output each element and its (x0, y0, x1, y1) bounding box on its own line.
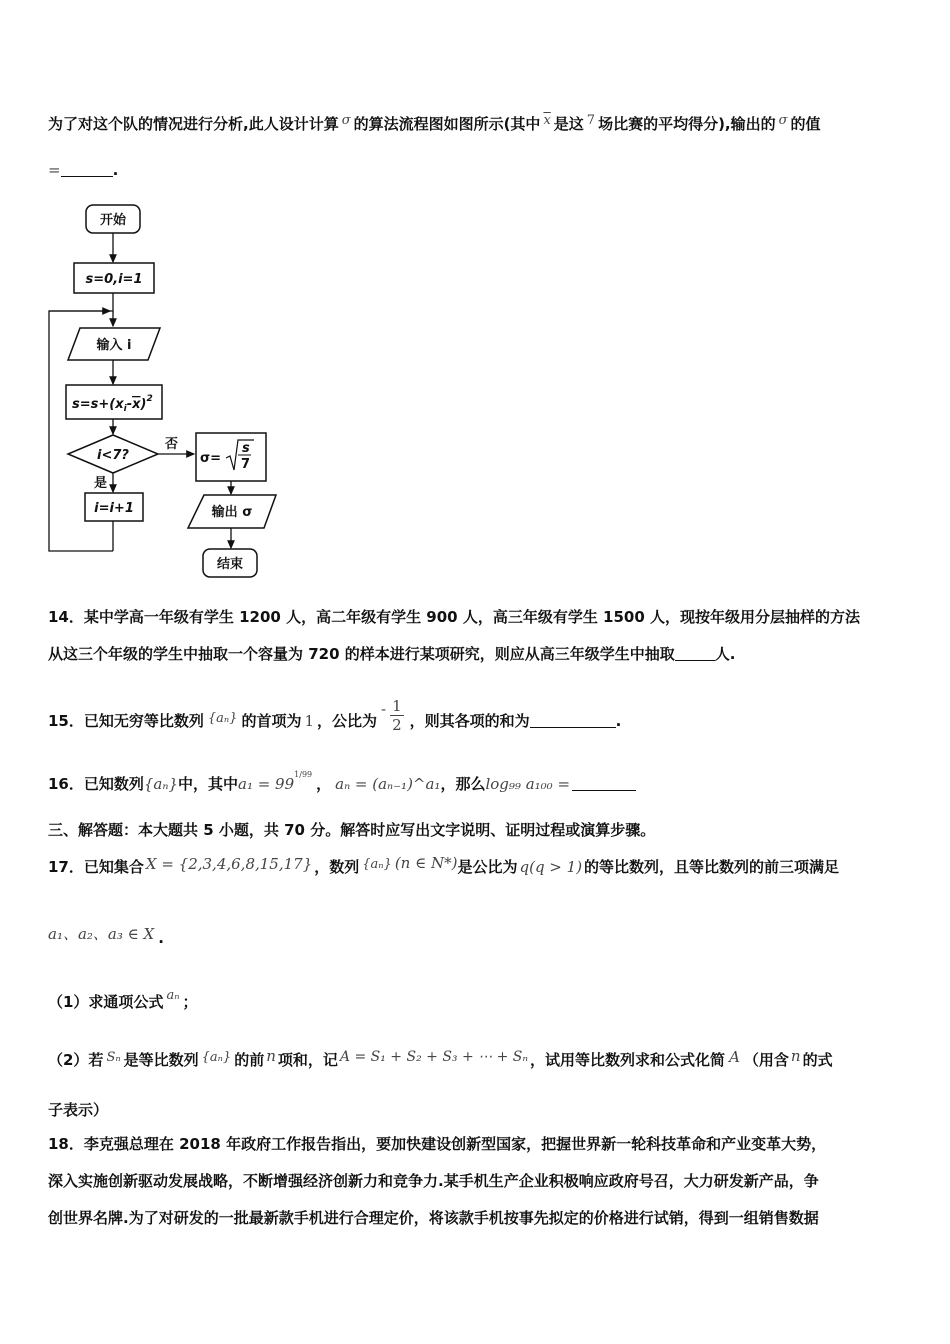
q15-fraction (390, 697, 404, 734)
q15-denominator: 2 (392, 716, 402, 734)
init-label: s=0,i=1 (85, 272, 143, 287)
q15-sequence: {aₙ} (207, 711, 238, 726)
q17-line1 (48, 854, 840, 879)
q17-period: . (158, 929, 164, 947)
intro-text-2: 的算法流程图如图所示(其中 (353, 115, 541, 133)
q17-p1-text: （1）求通项公式 (48, 993, 164, 1011)
start-label: 开始 (99, 213, 127, 228)
q17-p2-A: A (729, 1048, 740, 1066)
q17-text-a: 17．已知集合 (48, 858, 144, 876)
q16-text-c: ，那么 (440, 775, 486, 793)
intro-line (48, 114, 821, 136)
q17-sequence: {aₙ} (362, 857, 392, 872)
q17-p1-symbol: aₙ (166, 988, 180, 1003)
condition-label: i<7? (97, 448, 129, 463)
q16-log-expression: log₉₉ a₁₀₀ = (485, 775, 571, 793)
section3-heading: 三、解答题：本大题共 5 小题，共 70 分。解答时应写出文字说明、证明过程或演算步骤。 (48, 821, 656, 839)
q18-line2: 深入实施创新驱动发展战略，不断增强经济创新力和竞争力.某手机生产企业积极响应政府号召，大力研发新产品，争 (48, 1172, 819, 1190)
equals-sign: = (48, 161, 61, 179)
q17-part1 (48, 988, 198, 1014)
q16-recurrence: aₙ = (aₙ₋₁)^a₁ (335, 775, 441, 793)
q17-part2 (48, 1047, 833, 1072)
no-label: 否 (165, 437, 179, 452)
q14-line2 (48, 644, 735, 664)
sigma-numerator: s (242, 441, 250, 456)
q16-blank (572, 774, 636, 791)
update-label: $s=s+(x_i-x)^2$ (72, 394, 153, 414)
q16-text-a: 16．已知数列 (48, 775, 144, 793)
q17-condition: (n ∈ N*) (394, 854, 458, 872)
q17-text-d: 的等比数列，且等比数列的前三项满足 (584, 858, 840, 876)
q17-p2-text-a: （2）若 (48, 1051, 104, 1069)
q17-p2-formula: A = S₁ + S₂ + S₃ + ⋯ + Sₙ (339, 1049, 529, 1065)
q17-p2-Sn: Sₙ (106, 1050, 121, 1065)
q17-p2-text-g: 的式 (802, 1051, 833, 1069)
intro-text-5: 的值 (790, 115, 821, 133)
input-label: 输入 i (96, 338, 132, 353)
intro-text-1: 为了对这个队的情况进行分析,此人设计计算 (48, 115, 339, 133)
q17-p2-text-e: ，试用等比数列求和公式化简 (530, 1051, 726, 1069)
intro-text-3: 是这 (553, 115, 584, 133)
q15-text-d: ，则其各项的和为 (409, 712, 530, 730)
algorithm-flowchart (40, 198, 290, 583)
q18-line1: 18．李克强总理在 2018 年政府工作报告指出，要加快建设创新型国家，把握世界新一轮科技革命和产业变革大势， (48, 1135, 827, 1153)
intro-text-4: 场比赛的平均得分),输出的 (598, 115, 776, 133)
q16-exponent: 1/99 (294, 770, 313, 779)
q15-numerator: 1 (392, 697, 402, 715)
q17-p2-n-2: n (790, 1047, 801, 1065)
q14-line1: 14．某中学高一年级有学生 1200 人，高二年级有学生 900 人，高三年级有学生 1500 人，现按年级用分层抽样的方法 (48, 608, 861, 626)
q17-part2-cont: 子表示） (48, 1101, 109, 1119)
output-label: 输出 σ (211, 505, 253, 520)
q15-end: . (615, 712, 622, 730)
q16-first-term: a₁ = 99 (238, 775, 295, 793)
q15-blank (530, 711, 616, 728)
q17-p2-text-c: 的前 (234, 1051, 265, 1069)
q15-text-c: ，公比为 (317, 712, 378, 730)
q16-sequence: {aₙ} (143, 775, 178, 793)
q15-line (48, 697, 622, 740)
q17-terms: a₁、a₂、a₃ ∈ X (48, 925, 155, 943)
xbar-letter: $\overline{x}$ (543, 113, 551, 128)
intro-period: . (112, 161, 119, 179)
q14-text: 从这三个年级的学生中抽取一个容量为 720 的样本进行某项研究，则应从高三年级学生中抽取 (48, 645, 675, 663)
q17-set-x: X = {2,3,4,6,8,15,17} (145, 855, 313, 873)
q15-minus: - (381, 700, 387, 718)
yes-label: 是 (94, 476, 108, 491)
sigma-symbol-2: σ (778, 113, 788, 128)
q16-comma: ， (316, 775, 332, 793)
sigma-symbol: σ (341, 113, 351, 128)
q16-line (48, 770, 636, 797)
q15-text-b: 的首项为 (241, 712, 302, 730)
q17-p2-text-d: 项和，记 (277, 1051, 338, 1069)
q17-p2-text-b: 是等比数列 (123, 1051, 199, 1069)
increment-label: i=i+1 (94, 501, 134, 516)
sigma-label: σ= (200, 451, 222, 466)
q15-first-term: 1 (304, 712, 314, 730)
q17-text-b: ，数列 (314, 858, 360, 876)
xbar-symbol (543, 113, 550, 128)
intro-answer-line (48, 160, 118, 180)
q17-p1-end: ； (182, 993, 198, 1011)
seven-number: 7 (586, 113, 596, 128)
q18-line3: 创世界名牌.为了对研发的一批最新款手机进行合理定价，将该款手机按事先拟定的价格进行试销，得到一组销售数据 (48, 1209, 819, 1227)
answer-blank (61, 160, 113, 177)
end-label: 结束 (216, 557, 244, 572)
q15-text-a: 15．已知无穷等比数列 (48, 712, 204, 730)
q17-text-c: 是公比为 (457, 858, 518, 876)
q16-text-b: 中，其中 (177, 775, 238, 793)
q17-p2-sequence: {aₙ} (201, 1050, 232, 1065)
q17-p2-n: n (266, 1047, 276, 1065)
q17-p2-text-f: （用含 (743, 1051, 789, 1069)
q17-ratio: q(q > 1) (519, 858, 583, 876)
q14-end: 人. (714, 645, 736, 663)
q14-blank (675, 644, 715, 661)
q17-line2 (48, 925, 164, 948)
sigma-denominator: 7 (241, 457, 251, 472)
